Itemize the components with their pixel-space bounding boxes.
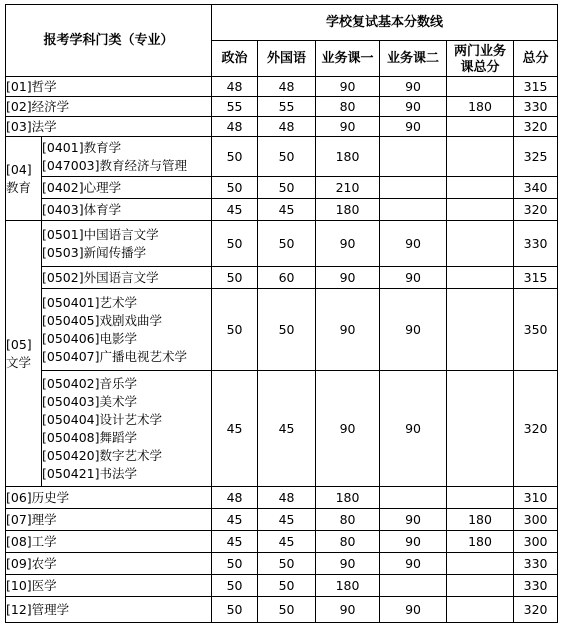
cell-total: 320 <box>514 117 558 137</box>
row-subject: [10]医学 <box>6 575 212 597</box>
row-subject: [08]工学 <box>6 531 212 553</box>
cell-politics: 50 <box>212 597 258 623</box>
cell-total: 330 <box>514 575 558 597</box>
subject-line: [050401]艺术学 <box>42 294 137 310</box>
cell-course2: 90 <box>380 597 447 623</box>
subject-line: [050421]书法学 <box>42 465 137 481</box>
cell-course2: 90 <box>380 221 447 267</box>
row-subject: [02]经济学 <box>6 97 212 117</box>
subject-line: [047003]教育经济与管理 <box>42 157 187 173</box>
cell-course1: 90 <box>316 221 380 267</box>
cell-course1: 80 <box>316 97 380 117</box>
subject-line: [0501]中国语言文学 <box>42 226 159 242</box>
cell-course1: 180 <box>316 199 380 221</box>
table-row <box>6 531 558 553</box>
cell-politics: 50 <box>212 137 258 177</box>
cell-total: 320 <box>514 371 558 487</box>
table-row <box>6 597 558 623</box>
cell-course1: 90 <box>316 371 380 487</box>
subject-line: [050404]设计艺术学 <box>42 411 162 427</box>
subject-line: [050403]美术学 <box>42 393 137 409</box>
cell-course1: 90 <box>316 267 380 289</box>
table-row <box>6 97 558 117</box>
table-row <box>6 199 558 221</box>
col-two-line2: 课总分 <box>460 59 500 75</box>
cell-course2: 90 <box>380 97 447 117</box>
cell-politics: 50 <box>212 177 258 199</box>
cell-two-total <box>447 575 514 597</box>
cell-course1: 90 <box>316 289 380 371</box>
cell-course1: 180 <box>316 137 380 177</box>
header-row-1 <box>6 5 558 41</box>
cell-foreign: 48 <box>258 77 316 97</box>
cell-course2: 90 <box>380 553 447 575</box>
cell-course2 <box>380 177 447 199</box>
row-subject: [0402]心理学 <box>42 177 212 199</box>
row-subject: [03]法学 <box>6 117 212 137</box>
cell-foreign: 50 <box>258 177 316 199</box>
cell-two-total <box>447 289 514 371</box>
group-literature <box>6 221 42 487</box>
cell-foreign: 45 <box>258 371 316 487</box>
table-row <box>6 289 558 371</box>
cell-course1: 90 <box>316 553 380 575</box>
col-total: 总分 <box>514 41 558 77</box>
cell-two-total <box>447 117 514 137</box>
cell-course1: 80 <box>316 531 380 553</box>
cell-foreign: 50 <box>258 575 316 597</box>
cell-two-total <box>447 177 514 199</box>
cell-foreign: 50 <box>258 221 316 267</box>
cell-foreign: 50 <box>258 553 316 575</box>
cell-course1: 180 <box>316 487 380 509</box>
subject-line: [0401]教育学 <box>42 139 122 155</box>
row-subject: [0502]外国语言文学 <box>42 267 212 289</box>
row-subject-list <box>42 221 212 267</box>
cell-total: 315 <box>514 77 558 97</box>
table-row <box>6 553 558 575</box>
table-row <box>6 117 558 137</box>
cell-course1: 80 <box>316 509 380 531</box>
cell-politics: 55 <box>212 97 258 117</box>
cell-total: 330 <box>514 553 558 575</box>
cell-two-total <box>447 371 514 487</box>
group-education <box>6 137 42 221</box>
cell-politics: 50 <box>212 221 258 267</box>
subject-line: [050402]音乐学 <box>42 375 137 391</box>
row-subject-list <box>42 289 212 371</box>
cell-two-total <box>447 553 514 575</box>
row-subject: [01]哲学 <box>6 77 212 97</box>
row-subject-list <box>42 371 212 487</box>
cell-politics: 48 <box>212 77 258 97</box>
group-title: 学校复试基本分数线 <box>212 5 558 41</box>
table-row <box>6 371 558 487</box>
cell-foreign: 50 <box>258 597 316 623</box>
cell-politics: 48 <box>212 117 258 137</box>
cell-course1: 180 <box>316 575 380 597</box>
row-subject: [09]农学 <box>6 553 212 575</box>
cell-course2: 90 <box>380 289 447 371</box>
category-header: 报考学科门类（专业） <box>6 5 212 77</box>
cell-two-total: 180 <box>447 531 514 553</box>
cell-course2: 90 <box>380 509 447 531</box>
cell-total: 320 <box>514 597 558 623</box>
subject-line: [050420]数字艺术学 <box>42 447 162 463</box>
score-table <box>5 4 558 623</box>
cell-course2 <box>380 199 447 221</box>
table-row <box>6 137 558 177</box>
cell-course1: 90 <box>316 597 380 623</box>
row-subject-list <box>42 137 212 177</box>
cell-foreign: 45 <box>258 531 316 553</box>
table-row <box>6 77 558 97</box>
cell-course2: 90 <box>380 77 447 97</box>
cell-two-total <box>447 487 514 509</box>
col-two-line1: 两门业务 <box>454 43 507 59</box>
cell-course2 <box>380 575 447 597</box>
group-name: 教育 <box>6 179 32 195</box>
cell-course2: 90 <box>380 267 447 289</box>
cell-politics: 45 <box>212 509 258 531</box>
cell-total: 340 <box>514 177 558 199</box>
cell-two-total <box>447 597 514 623</box>
group-code: [04] <box>6 161 32 177</box>
cell-two-total: 180 <box>447 509 514 531</box>
cell-total: 300 <box>514 509 558 531</box>
cell-foreign: 50 <box>258 289 316 371</box>
cell-two-total <box>447 221 514 267</box>
cell-two-total <box>447 137 514 177</box>
cell-course1: 90 <box>316 117 380 137</box>
row-subject: [07]理学 <box>6 509 212 531</box>
table-row <box>6 267 558 289</box>
subject-line: [050405]戏剧戏曲学 <box>42 312 162 328</box>
cell-total: 350 <box>514 289 558 371</box>
cell-politics: 45 <box>212 531 258 553</box>
cell-two-total: 180 <box>447 97 514 117</box>
cell-politics: 45 <box>212 199 258 221</box>
cell-two-total <box>447 267 514 289</box>
cell-politics: 50 <box>212 289 258 371</box>
row-subject: [06]历史学 <box>6 487 212 509</box>
table-row <box>6 575 558 597</box>
cell-two-total <box>447 199 514 221</box>
cell-foreign: 45 <box>258 509 316 531</box>
col-politics: 政治 <box>212 41 258 77</box>
cell-total: 300 <box>514 531 558 553</box>
table-row <box>6 487 558 509</box>
subject-line: [050408]舞蹈学 <box>42 429 137 445</box>
col-course1: 业务课一 <box>316 41 380 77</box>
cell-course1: 90 <box>316 77 380 97</box>
cell-politics: 45 <box>212 371 258 487</box>
col-two-subject-total <box>447 41 514 77</box>
table-row <box>6 509 558 531</box>
table-row <box>6 221 558 267</box>
cell-foreign: 48 <box>258 117 316 137</box>
cell-total: 315 <box>514 267 558 289</box>
table-row <box>6 177 558 199</box>
col-foreign: 外国语 <box>258 41 316 77</box>
cell-politics: 50 <box>212 267 258 289</box>
cell-foreign: 55 <box>258 97 316 117</box>
cell-course1: 210 <box>316 177 380 199</box>
cell-total: 320 <box>514 199 558 221</box>
cell-course2: 90 <box>380 371 447 487</box>
row-subject: [0403]体育学 <box>42 199 212 221</box>
cell-foreign: 48 <box>258 487 316 509</box>
cell-course2 <box>380 137 447 177</box>
cell-foreign: 45 <box>258 199 316 221</box>
cell-foreign: 60 <box>258 267 316 289</box>
cell-total: 330 <box>514 97 558 117</box>
group-code: [05] <box>6 336 32 352</box>
cell-politics: 50 <box>212 575 258 597</box>
cell-politics: 50 <box>212 553 258 575</box>
subject-line: [050407]广播电视艺术学 <box>42 348 187 364</box>
cell-course2 <box>380 487 447 509</box>
cell-course2: 90 <box>380 531 447 553</box>
cell-politics: 48 <box>212 487 258 509</box>
cell-course2: 90 <box>380 117 447 137</box>
subject-line: [050406]电影学 <box>42 330 137 346</box>
cell-foreign: 50 <box>258 137 316 177</box>
cell-total: 325 <box>514 137 558 177</box>
row-subject: [12]管理学 <box>6 597 212 623</box>
subject-line: [0503]新闻传播学 <box>42 244 147 260</box>
col-course2: 业务课二 <box>380 41 447 77</box>
cell-total: 330 <box>514 221 558 267</box>
group-name: 文学 <box>6 354 32 370</box>
cell-two-total <box>447 77 514 97</box>
cell-total: 310 <box>514 487 558 509</box>
